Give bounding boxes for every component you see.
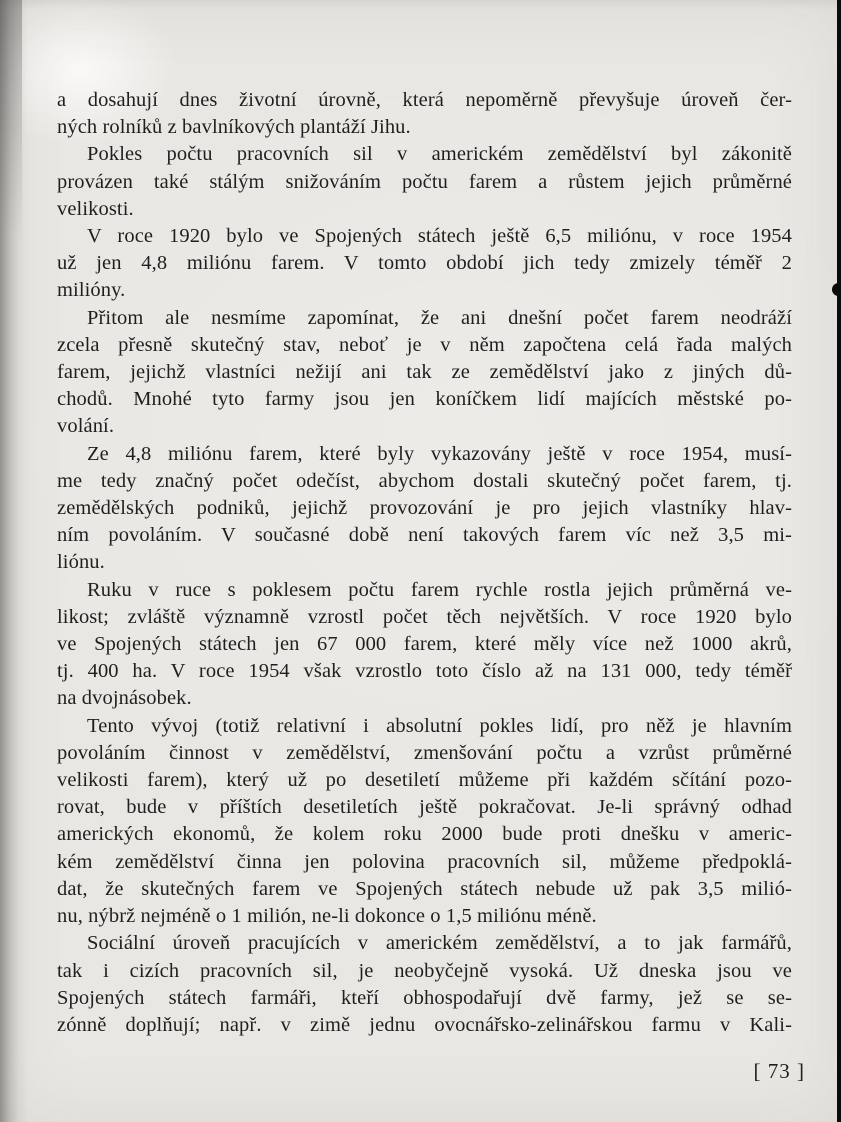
paragraph <box>57 713 792 931</box>
text-line: Sociální úroveň pracujících v americkém zemědělství, a to jak farmářů, <box>87 932 792 955</box>
text-line: Pokles počtu pracovních sil v americkém zemědělství byl zákonitě <box>87 143 792 166</box>
text-line: Ruku v ruce s poklesem počtu farem rychle rostla jejich průměrná ve- <box>87 578 792 601</box>
text-line: ním povoláním. V současné době není takových farem víc než 3,5 mi- <box>57 524 792 547</box>
text-line: velikosti farem), který už po desetiletí můžeme při každém sčítání pozo- <box>57 769 792 792</box>
text-line: tak i cizích pracovních sil, je neobyčejně vysoká. Už dneska jsou ve <box>57 959 792 982</box>
paragraph <box>57 87 792 141</box>
text-line: a dosahují dnes životní úrovně, která nepoměrně převyšuje úroveň čer- <box>57 89 792 111</box>
left-scan-shadow-top <box>0 0 22 240</box>
text-block <box>57 87 792 1039</box>
paragraph <box>57 930 792 1039</box>
text-line: ných rolníků z bavlníkových plantáží Jihu. <box>57 116 411 139</box>
text-line: velikosti. <box>57 197 134 220</box>
text-line: tj. 400 ha. V roce 1954 však vzrostlo toto číslo až na 131 000, tedy téměř <box>57 660 792 683</box>
left-scan-shadow <box>0 0 28 1122</box>
text-line: nu, nýbrž nejméně o 1 milión, ne-li dokonce o 1,5 miliónu méně. <box>57 905 597 928</box>
text-line: dat, že skutečných farem ve Spojených státech nebude už pak 3,5 milió- <box>57 877 792 900</box>
page-number: [ 73 ] <box>753 1059 805 1083</box>
paragraph <box>57 577 792 713</box>
text-line: na dvojnásobek. <box>57 687 192 710</box>
text-line: ve Spojených státech jen 67 000 farem, které měly více než 1000 akrů, <box>57 633 792 656</box>
text-line: zónně doplňují; např. v zimě jednu ovocnářsko-zelinářskou farmu v Kali- <box>57 1013 792 1036</box>
text-line: liónu. <box>57 551 105 574</box>
text-line: zcela přesně skutečný stav, neboť je v něm započtena celá řada malých <box>57 333 792 356</box>
text-line: rovat, bude v příštích desetiletích ještě pokračovat. Je-li správný odhad <box>57 796 792 819</box>
paragraph <box>57 441 792 577</box>
text-line: kém zemědělství činna jen polovina pracovních sil, můžeme předpoklá- <box>57 850 792 873</box>
text-line: chodů. Mnohé tyto farmy jsou jen koníčkem lidí majících městské po- <box>57 388 792 411</box>
text-line: provázen také stálým snižováním počtu farem a růstem jejich průměrné <box>57 170 792 193</box>
text-line: Ze 4,8 miliónu farem, které byly vykazovány ještě v roce 1954, musí- <box>87 442 792 465</box>
text-line: V roce 1920 bylo ve Spojených státech ještě 6,5 miliónu, v roce 1954 <box>87 225 792 248</box>
text-line: povoláním činnost v zemědělství, zmenšování počtu a vzrůst průměrné <box>57 741 792 764</box>
text-line: milióny. <box>57 279 126 302</box>
right-scan-edge <box>837 0 841 1122</box>
text-line: Přitom ale nesmíme zapomínat, že ani dnešní počet farem neodráží <box>87 306 792 329</box>
text-line: me tedy značný počet odečíst, abychom dostali skutečný počet farem, tj. <box>57 469 792 492</box>
paragraph <box>57 141 792 223</box>
right-scan-edge-notch <box>832 283 841 296</box>
paragraph <box>57 305 792 441</box>
text-line: zemědělských podniků, jejichž provozování je pro jejich vlastníky hlav- <box>57 497 792 520</box>
text-line: Tento vývoj (totiž relativní i absolutní pokles lidí, pro něž je hlavním <box>87 714 792 737</box>
paragraph <box>57 223 792 305</box>
text-line: farem, jejichž vlastníci nežijí ani tak ze zemědělství jako z jiných dů- <box>57 361 792 384</box>
text-line: amerických ekonomů, že kolem roku 2000 bude proti dnešku v americ- <box>57 823 792 846</box>
text-line: už jen 4,8 miliónu farem. V tomto období jich tedy zmizely téměř 2 <box>57 252 792 275</box>
text-line: volání. <box>57 415 115 438</box>
text-line: likost; zvláště významně vzrostl počet těch největších. V roce 1920 bylo <box>57 605 792 628</box>
text-line: Spojených státech farmáři, kteří obhospodařují dvě farmy, jež se se- <box>57 986 792 1009</box>
